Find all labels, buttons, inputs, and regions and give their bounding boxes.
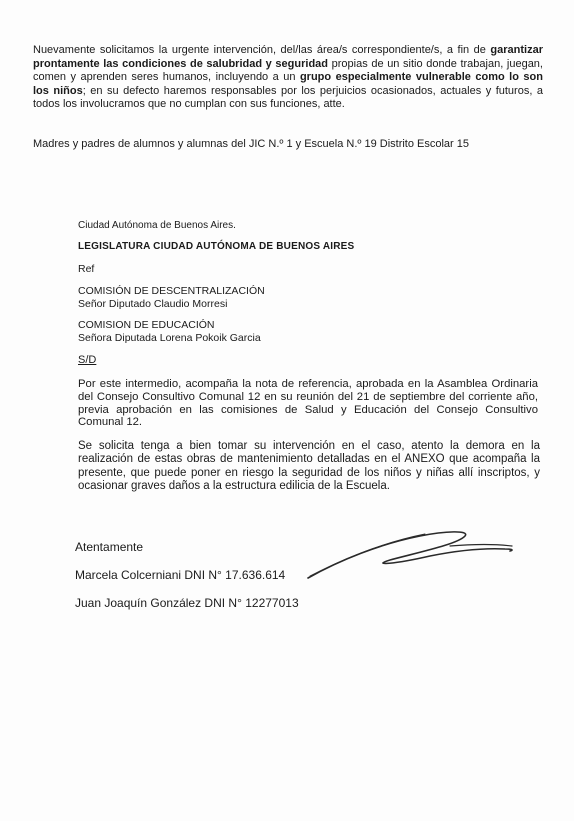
letter-paragraph-2: Se solicita tenga a bien tomar su intervención en el caso, atento la demora en la realización de estas obras de mantenimiento detalladas en el ANEXO que acompaña la presente, que puede poner en riesgo la seguridad de los niños y niñas allí inscriptos, y ocasionar graves daños a la estructura edilicia de la Escuela. bbox=[78, 440, 540, 493]
intro-text-3: ; en su defecto haremos responsables por los perjuicios ocasionados, actuales y futuros, a todos los involucramos que no cumplan con sus funciones, atte. bbox=[33, 84, 543, 111]
intro-text-1: Nuevamente solicitamos la urgente intervención, del/las área/s correspondiente/s, a fin de bbox=[33, 44, 491, 56]
closing-salutation: Atentamente bbox=[75, 540, 144, 554]
intro-bold-1: garantizar prontamente las condiciones de salubridad y seguridad bbox=[33, 44, 543, 70]
intro-paragraph bbox=[33, 44, 543, 112]
commission-educacion bbox=[78, 319, 538, 344]
recipient-heading: LEGISLATURA CIUDAD AUTÓNOMA DE BUENOS AIRES bbox=[78, 241, 355, 252]
commission-person: Señor Diputado Claudio Morresi bbox=[78, 297, 228, 310]
ref-label: Ref bbox=[78, 263, 95, 275]
parents-signature-line: Madres y padres de alumnos y alumnas del JIC N.º 1 y Escuela N.º 19 Distrito Escolar 15 bbox=[33, 138, 469, 150]
intro-text-2: propias de un sitio donde trabajan, juegan, comen y aprenden seres humanos, incluyendo a un bbox=[33, 57, 543, 84]
city-line: Ciudad Autónoma de Buenos Aires. bbox=[78, 220, 236, 231]
commission-name: COMISION DE EDUCACIÓN bbox=[78, 319, 215, 331]
commission-descentralizacion bbox=[78, 285, 538, 310]
sd-label: S/D bbox=[78, 354, 97, 366]
commission-person: Señora Diputada Lorena Pokoik Garcia bbox=[78, 331, 261, 344]
letter-paragraph-1: Por este intermedio, acompaña la nota de referencia, aprobada en la Asamblea Ordinaria del Consejo Consultivo Comunal 12 en su reunión del 21 de septiembre del corriente año, previa aprobación en las comisiones de Salud y Educación del Consejo Consultivo Comunal 12. bbox=[78, 378, 538, 429]
handwritten-signature bbox=[300, 522, 520, 587]
signer-1: Marcela Colcerniani DNI N° 17.636.614 bbox=[75, 568, 286, 582]
commission-name: COMISIÓN DE DESCENTRALIZACIÓN bbox=[78, 285, 265, 297]
intro-bold-2: grupo especialmente vulnerable como lo son los niños bbox=[33, 71, 543, 97]
signer-2: Juan Joaquín González DNI N° 12277013 bbox=[75, 596, 299, 610]
